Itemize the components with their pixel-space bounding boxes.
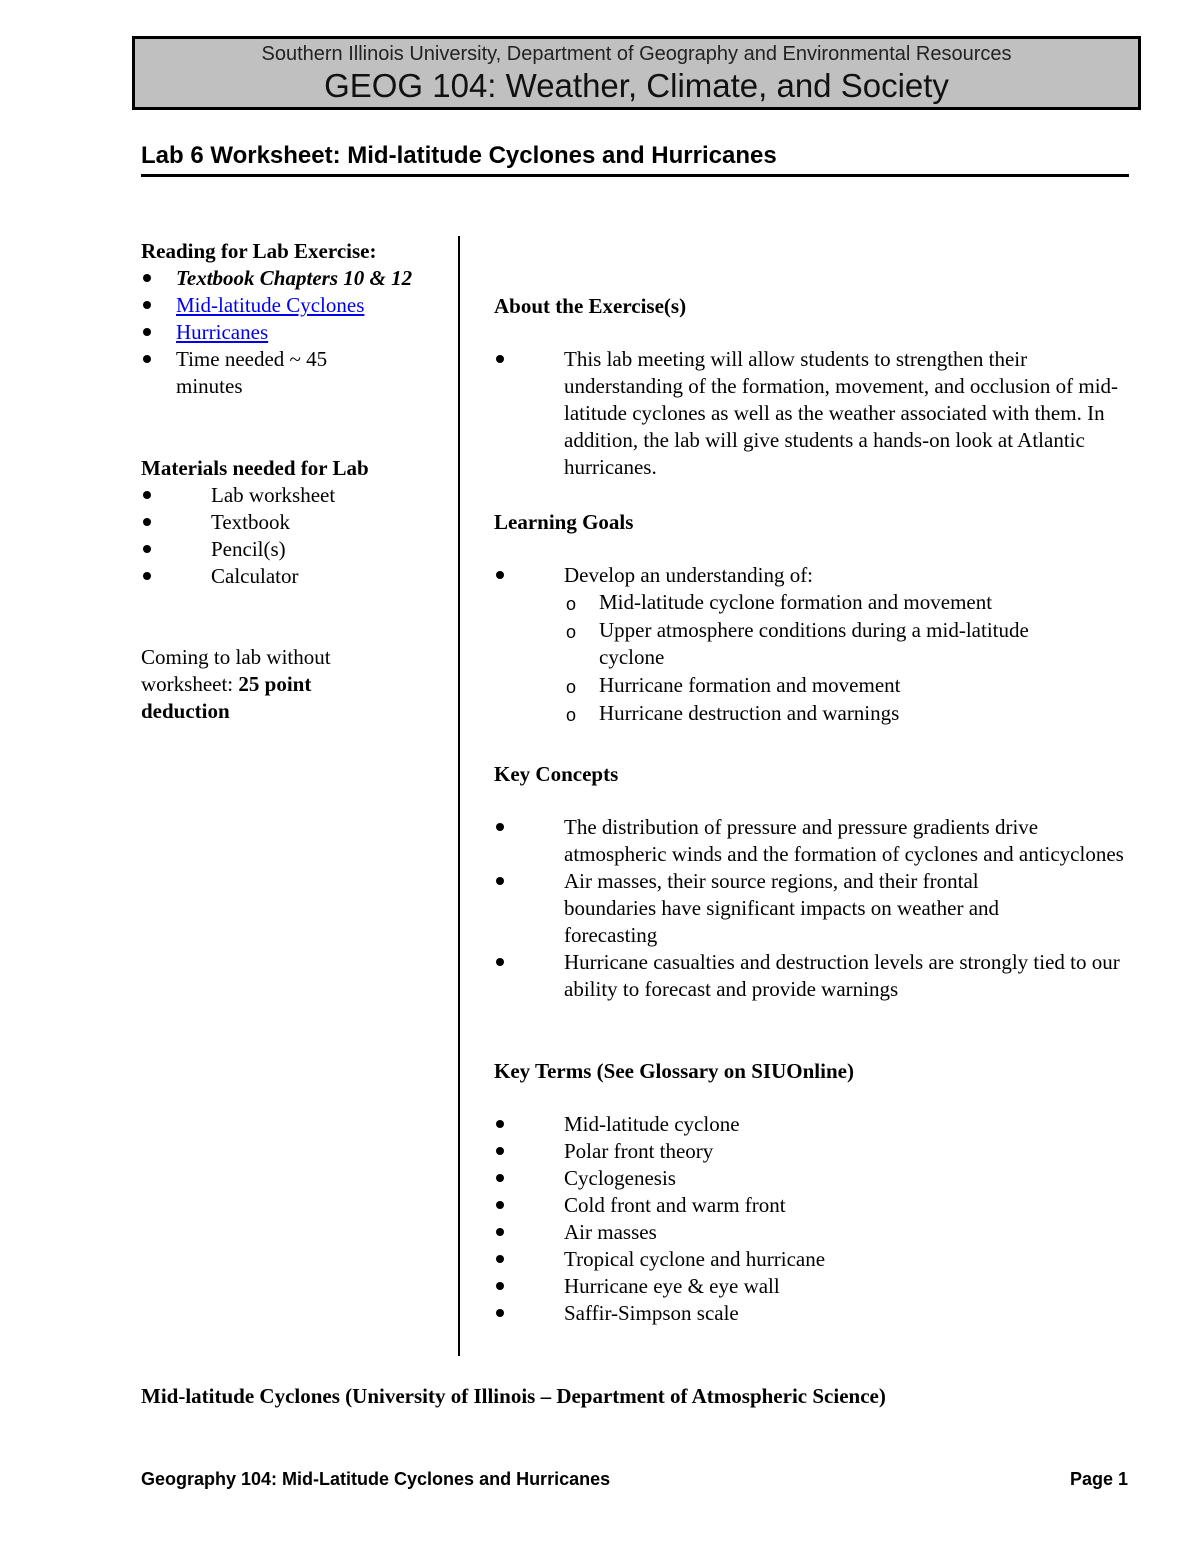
materials-item: Lab worksheet xyxy=(141,482,441,509)
materials-heading: Materials needed for Lab xyxy=(141,456,369,480)
materials-item: Pencil(s) xyxy=(141,536,441,563)
materials-item: Calculator xyxy=(141,563,441,590)
goals-list xyxy=(494,562,1134,589)
reading-item-link-hurricanes[interactable] xyxy=(141,319,441,346)
course-banner xyxy=(132,36,1141,110)
terms-list xyxy=(494,1111,1134,1327)
reading-item-link-cyclones[interactable] xyxy=(141,292,441,319)
terms-heading: Key Terms (See Glossary on SIUOnline) xyxy=(494,1059,854,1083)
reading-list xyxy=(141,265,441,400)
reading-item-textbook-label: Textbook Chapters 10 & 12 xyxy=(176,266,413,290)
reading-heading: Reading for Lab Exercise: xyxy=(141,239,377,263)
warning-text: Coming to lab without worksheet: xyxy=(141,645,331,696)
reading-item-time-label: Time needed ~ 45 minutes xyxy=(176,347,328,398)
institution-name: Southern Illinois University, Department of Geography and Environmental Resources xyxy=(261,43,1012,65)
reading-item-time xyxy=(141,346,356,400)
goals-sublist xyxy=(564,589,1084,727)
concepts-list xyxy=(494,814,1134,1003)
page-title: Lab 6 Worksheet: Mid-latitude Cyclones and Hurricanes xyxy=(141,142,777,169)
hurricanes-link[interactable]: Hurricanes xyxy=(176,320,269,344)
goal-item: o Mid-latitude cyclone formation and movement xyxy=(564,589,1084,616)
page-number: Page 1 xyxy=(1069,1469,1128,1489)
concepts-heading: Key Concepts xyxy=(494,762,619,786)
materials-item: Textbook xyxy=(141,509,441,536)
reading-item-textbook xyxy=(141,265,421,292)
term-item: Mid-latitude cyclone xyxy=(494,1111,1134,1138)
about-text: This lab meeting will allow students to strengthen their understanding of the formation, movement, and occlusion of mid-latitude cyclones as well as the weather associated with them. In addition, the lab will give students a hands-on look at Atlantic hurricanes. xyxy=(494,346,1134,481)
concept-item: The distribution of pressure and pressure gradients drive atmospheric winds and the formation of cyclones and anticyclones xyxy=(494,814,1134,868)
about-heading: About the Exercise(s) xyxy=(494,294,687,318)
goal-item: o Upper atmosphere conditions during a mid-latitude cyclone xyxy=(564,617,1084,671)
about-list xyxy=(494,346,1134,481)
goal-item: o Hurricane destruction and warnings xyxy=(564,700,1084,727)
concept-item: Air masses, their source regions, and their frontal boundaries have significant impacts on weather and forecasting xyxy=(494,868,1134,949)
goal-item: o Hurricane formation and movement xyxy=(564,672,1084,699)
title-rule xyxy=(141,174,1129,177)
term-item: Saffir-Simpson scale xyxy=(494,1300,1134,1327)
goals-intro: Develop an understanding of: xyxy=(494,562,1134,589)
warning-deduction: 25 point deduction xyxy=(141,672,312,723)
worksheet-warning xyxy=(141,644,381,725)
goals-heading: Learning Goals xyxy=(494,510,634,534)
term-item: Hurricane eye & eye wall xyxy=(494,1273,1134,1300)
term-item: Tropical cyclone and hurricane xyxy=(494,1246,1134,1273)
term-item: Air masses xyxy=(494,1219,1134,1246)
section-heading: Mid-latitude Cyclones (University of Illinois – Department of Atmospheric Science) xyxy=(141,1384,886,1408)
materials-list xyxy=(141,482,441,590)
concept-item: Hurricane casualties and destruction levels are strongly tied to our ability to forecast and provide warnings xyxy=(494,949,1134,1003)
column-divider xyxy=(458,236,460,1356)
course-title: GEOG 104: Weather, Climate, and Society xyxy=(324,67,949,104)
term-item: Cyclogenesis xyxy=(494,1165,1134,1192)
term-item: Polar front theory xyxy=(494,1138,1134,1165)
footer-title: Geography 104: Mid-Latitude Cyclones and Hurricanes xyxy=(141,1469,611,1489)
mid-latitude-cyclones-link[interactable]: Mid-latitude Cyclones xyxy=(176,293,365,317)
term-item: Cold front and warm front xyxy=(494,1192,1134,1219)
